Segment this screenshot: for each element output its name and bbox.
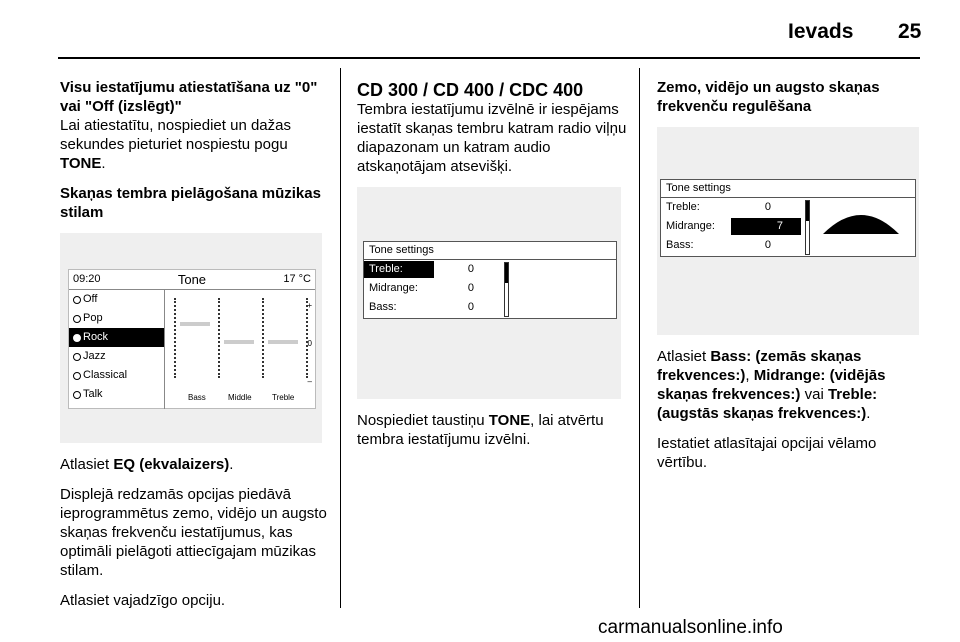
minus-mark: – <box>307 377 312 386</box>
model-heading: CD 300 / CD 400 / CDC 400 <box>357 80 584 100</box>
tone-settings-image <box>357 187 621 399</box>
band-label-middle: Middle <box>228 393 252 402</box>
radio-icon <box>73 372 81 380</box>
slider-track <box>262 298 264 378</box>
column-1 <box>60 78 332 621</box>
middle-level-bar <box>224 340 254 344</box>
screen-title: Tone <box>177 272 207 287</box>
radio-icon <box>73 296 81 304</box>
bass-row[interactable]: Bass: 0 <box>369 301 474 313</box>
eq-screen-image <box>60 233 322 443</box>
page-title: Ievads <box>788 20 854 43</box>
plus-mark: + <box>307 301 312 310</box>
eq-preset-talk[interactable]: Talk <box>69 385 164 404</box>
eq-preset-jazz[interactable]: Jazz <box>69 347 164 366</box>
radio-icon <box>73 315 81 323</box>
eq-preset-classical[interactable]: Classical <box>69 366 164 385</box>
bass-level-bar <box>180 322 210 326</box>
page-header <box>0 0 960 58</box>
radio-icon <box>73 391 81 399</box>
scrollbar-thumb <box>505 263 508 283</box>
column-3 <box>657 78 923 483</box>
tone-settings-title: Tone settings <box>364 242 616 260</box>
music-style-heading: Skaņas tembra pielāgošana mūzikas stilam <box>60 185 321 221</box>
clock: 09:20 <box>73 273 101 285</box>
select-eq-paragraph: Atlasiet EQ (ekvalaizers). <box>60 456 234 473</box>
select-option-paragraph: Atlasiet vajadzīgo opciju. <box>60 592 226 609</box>
treble-row[interactable]: Treble: 0 <box>666 201 771 213</box>
temperature: 17 °C <box>283 273 311 285</box>
zero-mark: 0 <box>307 339 312 348</box>
watermark: carmanualsonline.info <box>598 617 783 638</box>
eq-preset-pop[interactable]: Pop <box>69 309 164 328</box>
tone-keyword: TONE <box>60 155 102 172</box>
adjust-heading: Zemo, vidējo un augsto skaņas frekvenču regulēšana <box>657 79 880 115</box>
presets-paragraph: Displejā redzamās opcijas piedāvā ieprogrammētus zemo, vidējo un augsto skaņas frekvenču iestatījumus, kas optimāli pielāgoti attiecīgajam mūzikas stilam. <box>60 486 327 579</box>
bass-row[interactable]: Bass: 0 <box>666 239 771 251</box>
radio-icon <box>73 353 81 361</box>
midrange-row[interactable]: Midrange: 0 <box>369 282 474 294</box>
slider-track <box>174 298 176 378</box>
level-scrollbar[interactable] <box>504 262 509 317</box>
column-2 <box>357 80 629 460</box>
band-label-treble: Treble <box>272 393 295 402</box>
band-label-bass: Bass <box>188 393 206 402</box>
tone-settings-image-2 <box>657 127 919 335</box>
eq-display <box>68 269 316 409</box>
column-divider <box>340 68 341 608</box>
treble-row[interactable]: Treble: 0 <box>364 260 616 279</box>
tone-settings-title: Tone settings <box>661 180 915 198</box>
level-scrollbar[interactable] <box>805 200 810 255</box>
tone-settings-display <box>363 241 617 319</box>
eq-status-bar <box>69 270 315 290</box>
tone-settings-display-2 <box>660 179 916 257</box>
reset-paragraph: Lai atiestatītu, nospiediet un dažas sekundes pieturiet nospiestu pogu TONE. <box>60 117 291 172</box>
open-menu-paragraph: Nospiediet taustiņu TONE, lai atvērtu tembra iestatījumu izvēlni. <box>357 412 604 448</box>
select-band-paragraph: Atlasiet Bass: (zemās skaņas frekvences:), Midrange: (vidējās skaņas frekvences:) vai Treble: (augstās skaņas frekvences:). <box>657 348 886 422</box>
eq-sliders <box>166 290 316 409</box>
level-curve-icon <box>821 204 901 234</box>
radio-selected-icon <box>73 334 81 342</box>
scrollbar-thumb <box>806 201 809 221</box>
reset-heading: Visu iestatījumu atiestatīšana uz "0" vai "Off (izslēgt)" <box>60 79 318 115</box>
set-value-paragraph: Iestatiet atlasītajai opcijai vēlamo vērtību. <box>657 435 877 471</box>
tone-menu-paragraph: Tembra iestatījumu izvēlnē ir iespējams iestatīt skaņas tembru katram radio viļņu diapazonam un katram audio atskaņotājam atsevišķi. <box>357 101 627 175</box>
slider-track <box>218 298 220 378</box>
header-rule <box>58 57 920 59</box>
midrange-row[interactable]: Midrange: 7 <box>661 217 915 236</box>
eq-preset-off[interactable]: Off <box>69 290 164 309</box>
eq-preset-list <box>69 290 165 409</box>
column-divider <box>639 68 640 608</box>
treble-level-bar <box>268 340 298 344</box>
eq-preset-rock[interactable]: Rock <box>69 328 164 347</box>
page-number: 25 <box>898 20 922 43</box>
